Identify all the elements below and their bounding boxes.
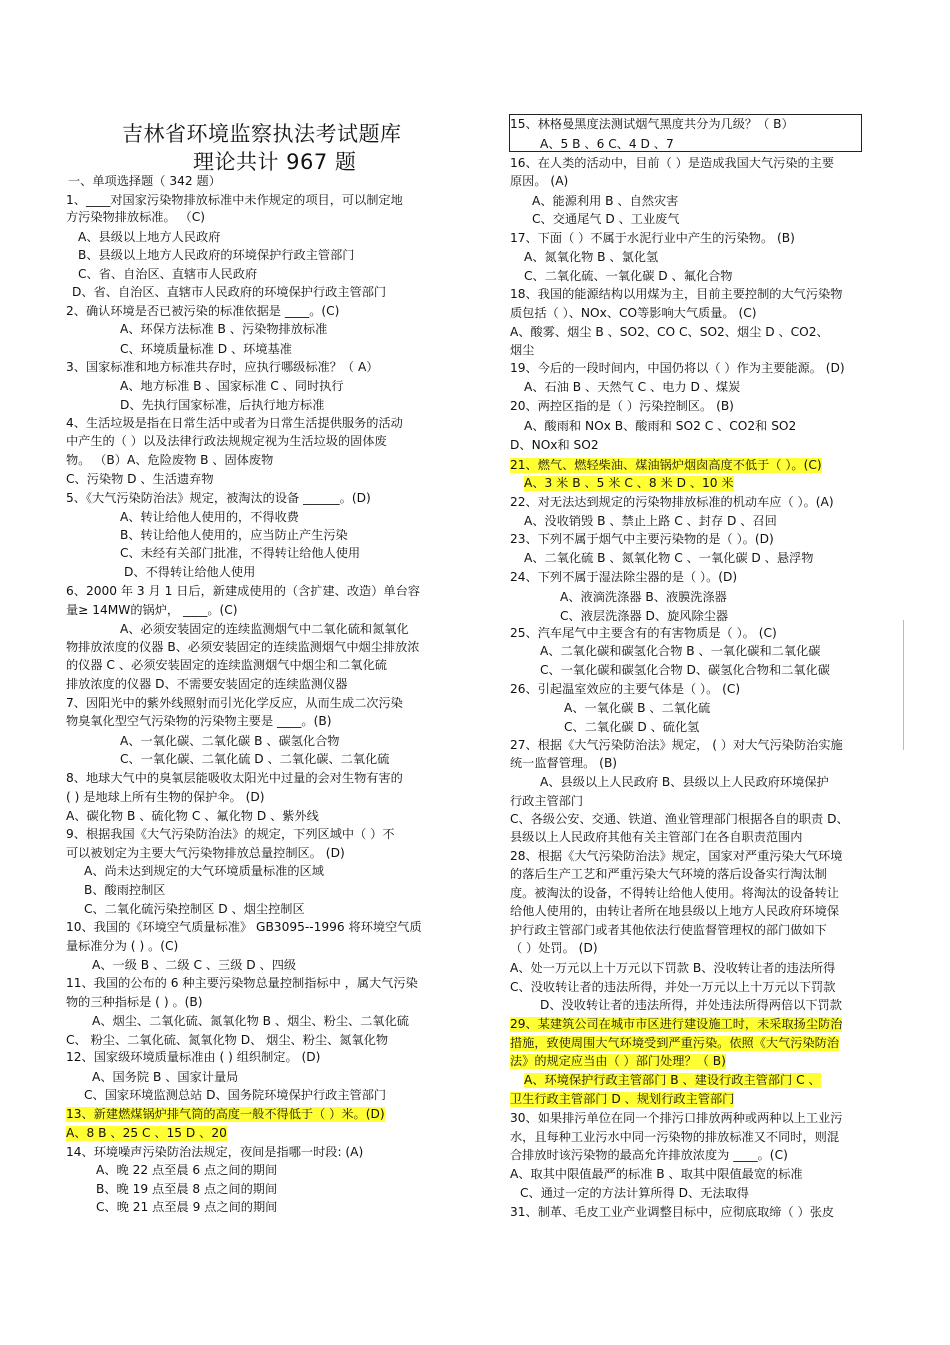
text-line: 统一监督管理。 (B) — [510, 756, 618, 770]
text-line: C、一氧化碳、二氧化硫 D 、二氧化碳、二氧化硫 — [120, 752, 390, 766]
text-line: 6、2000 年 3 月 1 日后，新建成使用的（含扩建、改造）单台容 — [66, 584, 420, 598]
text-line: 5、《大气污染防治法》规定，被淘汰的设备 ______。(D) — [66, 491, 371, 505]
text-line: B、县级以上地方人民政府的环境保护行政主管部门 — [78, 248, 355, 262]
text-line: A、酸雨和 NOx B、酸雨和 SO2 C 、CO2和 SO2 — [524, 419, 797, 433]
text-line: B、酸雨控制区 — [84, 883, 166, 897]
text-line: 23、下列不属于烟气中主要污染物的是（ ）。(D) — [510, 532, 774, 546]
text-line: A、石油 B 、天然气 C 、电力 D 、煤炭 — [524, 380, 741, 394]
text-line: 合排放时该污染物的最高允许排放浓度为 ____。(C) — [510, 1148, 788, 1162]
text-line: C、省、自治区、直辖市人民政府 — [78, 267, 258, 281]
text-line: A、液滴洗涤器 B、液膜洗涤器 — [560, 590, 727, 604]
text-line: A、氮氧化物 B 、氯化氢 — [524, 250, 659, 264]
text-line: 量标准分为 ( ) 。(C) — [66, 939, 179, 953]
text-line: A、地方标准 B 、国家标准 C 、同时执行 — [120, 379, 344, 393]
text-line: C、交通尾气 D 、工业废气 — [532, 212, 680, 226]
text-line: 法》的规定应当由（ ）部门处理？（ B) — [510, 1054, 726, 1068]
text-line: D、没收转让者的违法所得，并处违法所得两倍以下罚款 — [540, 998, 842, 1012]
margin-rule — [903, 620, 904, 750]
text-line: A、尚未达到规定的大气环境质量标准的区域 — [84, 864, 324, 878]
text-line: D、先执行国家标准，后执行地方标准 — [120, 398, 325, 412]
text-line: A、碳化物 B 、硫化物 C 、氟化物 D 、紫外线 — [66, 809, 319, 823]
text-line: 27、根据《大气污染防治法》规定， ( ）对大气污染防治实施 — [510, 738, 843, 752]
text-line: A、必须安装固定的连续监测烟气中二氧化硫和氮氧化 — [120, 622, 409, 636]
text-line: C、液层洗涤器 D、旋风除尘器 — [560, 609, 729, 623]
text-line: A、转让给他人使用的，不得收费 — [120, 510, 299, 524]
text-line: 中产生的（ ）以及法律行政法规规定视为生活垃圾的固体废 — [66, 434, 387, 448]
text-line: A、二氧化碳和碳氢化合物 B 、一氧化碳和二氧化碳 — [540, 644, 821, 658]
text-line: D、不得转让给他人使用 — [124, 565, 256, 579]
text-line: 方污染物排放标准。 （C) — [66, 210, 206, 224]
text-line: （ ）处罚。 (D) — [510, 941, 598, 955]
text-line: 13、新建燃煤锅炉排气筒的高度一般不得低于（ ）米。(D) — [66, 1107, 385, 1121]
text-line: 给他人使用的，由转让者所在地县级以上地方人民政府环境保 — [510, 904, 840, 918]
text-line: 21、燃气、燃轻柴油、煤油锅炉烟囱高度不低于（ ）。(C) — [510, 458, 822, 472]
text-line: ( ) 是地球上所有生物的保护伞。 (D) — [66, 790, 265, 804]
text-line: 11、我国的公布的 6 种主要污染物总量控制指标中 ，属大气污染 — [66, 976, 418, 990]
text-line: A、能源利用 B 、自然灾害 — [532, 194, 679, 208]
text-line: 措施，致使周围大气环境受到严重污染。依照《大气污染防治 — [510, 1036, 840, 1050]
text-line: A、酸雾、烟尘 B 、SO2、CO C、SO2、烟尘 D 、CO2、 — [510, 325, 829, 339]
text-line: 物排放浓度的仪器 B、必须安装固定的连续监测烟气中烟尘排放浓 — [66, 640, 420, 654]
text-line: 1、____对国家污染物排放标准中未作规定的项目，可以制定地 — [66, 193, 403, 207]
text-line: 的仪器 C 、必须安装固定的连续监测烟气中烟尘和二氧化硫 — [66, 658, 387, 672]
text-line: A、取其中限值最严的标准 B 、取其中限值最宽的标准 — [510, 1167, 803, 1181]
text-line: A、一氧化碳 B 、二氧化硫 — [564, 701, 711, 715]
page-subtitle: 理论共计 967 题 — [193, 150, 357, 174]
text-line: 烟尘 — [510, 343, 535, 357]
text-line: A、一级 B 、二级 C 、三级 D 、四级 — [92, 958, 297, 972]
text-line: 行政主管部门 — [510, 794, 584, 808]
text-line: 20、两控区指的是（ ）污染控制区。 (B) — [510, 399, 734, 413]
text-line: 一、单项选择题（ 342 题） — [68, 174, 221, 188]
text-line: C、各级公安、交通、铁道、渔业管理部门根据各自的职责 D、 — [510, 812, 849, 826]
text-line: A、没收销毁 B 、禁止上路 C 、封存 D 、召回 — [524, 514, 777, 528]
text-line: C、二氧化碳 D 、硫化氢 — [564, 720, 700, 734]
text-line: 2、确认环境是否已被污染的标准依据是 ____。(C) — [66, 304, 340, 318]
page-title: 吉林省环境监察执法考试题库 — [122, 122, 402, 146]
text-line: 排放浓度的仪器 D、不需要安装固定的连续监测仪器 — [66, 677, 348, 691]
text-line: B、转让给他人使用的，应当防止产生污染 — [120, 528, 348, 542]
text-line: 卫生行政主管部门 D 、规划行政主管部门 — [510, 1092, 735, 1106]
text-line: A、8 B 、25 C 、15 D 、20 — [66, 1126, 227, 1140]
text-line: 28、根据《大气污染防治法》规定，国家对严重污染大气环境 — [510, 849, 843, 863]
text-line: 30、如果排污单位在同一个排污口排放两种或两种以上工业污 — [510, 1111, 843, 1125]
text-line: A、县级以上人民政府 B、县级以上人民政府环境保护 — [540, 775, 829, 789]
text-line: A、环保方法标准 B 、污染物排放标准 — [120, 322, 328, 336]
text-line: 26、引起温室效应的主要气体是（ ）。 (C) — [510, 682, 741, 696]
text-line: A、二氧化硫 B 、氮氧化物 C 、一氧化碳 D 、悬浮物 — [524, 551, 814, 565]
text-line: C、通过一定的方法计算所得 D、无法取得 — [520, 1186, 749, 1200]
text-line: A、县级以上地方人民政府 — [78, 230, 221, 244]
text-line: 16、在人类的活动中，目前（ ）是造成我国大气污染的主要 — [510, 156, 835, 170]
text-line: A、晚 22 点至晨 6 点之间的期间 — [96, 1163, 278, 1177]
text-line: 水，且每种工业污水中同一污染物的排放标准又不同时，则混 — [510, 1130, 840, 1144]
text-line: C、 粉尘、二氧化硫、氮氧化物 D、 烟尘、粉尘、氮氧化物 — [66, 1033, 389, 1047]
text-line: A、3 米 B 、5 米 C 、8 米 D 、10 米 — [524, 476, 734, 490]
text-line: 14、环境噪声污染防治法规定，夜间是指哪一时段: (A) — [66, 1145, 364, 1159]
text-line: 22、对无法达到规定的污染物排放标准的机动车应（ ）。(A) — [510, 495, 834, 509]
text-line: 31、制革、毛皮工业产业调整目标中，应彻底取缔（ ）张皮 — [510, 1205, 835, 1219]
text-line: A、烟尘、二氧化硫、氮氧化物 B 、烟尘、粉尘、二氧化硫 — [92, 1014, 409, 1028]
text-line: 7、因阳光中的紫外线照射而引光化学反应，从而生成二次污染 — [66, 696, 403, 710]
text-line: 24、下列不属于湿法除尘器的是（ ）。(D) — [510, 570, 738, 584]
text-line: 15、林格曼黑度法测试烟气黑度共分为几级？（ B） — [510, 117, 794, 131]
text-line: 县级以上人民政府其他有关主管部门在各自职责范围内 — [510, 830, 803, 844]
text-line: 8、地球大气中的臭氧层能吸收太阳光中过量的会对生物有害的 — [66, 771, 403, 785]
text-line: 10、我国的《环境空气质量标准》 GB3095--1996 将环境空气质 — [66, 920, 422, 934]
text-line: B、晚 19 点至晨 8 点之间的期间 — [96, 1182, 278, 1196]
text-line: D、NOx和 SO2 — [510, 438, 599, 452]
text-line: 原因。 (A) — [510, 174, 569, 188]
text-line: 17、下面（ ）不属于水泥行业中产生的污染物。 (B) — [510, 231, 795, 245]
text-line: 量≥ 14MW的锅炉， ____。(C) — [66, 603, 238, 617]
text-line: 可以被划定为主要大气污染物排放总量控制区。 (D) — [66, 846, 345, 860]
text-line: 度。被淘汰的设备，不得转让给他人使用。将淘汰的设备转让 — [510, 886, 840, 900]
text-line: C、污染物 D 、生活遗弃物 — [66, 472, 214, 486]
text-line: 的落后生产工艺和严重污染大气环境的落后设备实行淘汰制 — [510, 867, 827, 881]
text-line: 18、我国的能源结构以用煤为主，目前主要控制的大气污染物 — [510, 287, 843, 301]
text-line: 物。 （B）A、危险废物 B 、固体废物 — [66, 453, 274, 467]
text-line: A、环境保护行政主管部门 B 、建设行政主管部门 C 、 — [524, 1073, 821, 1087]
text-line: C、环境质量标准 D 、环境基准 — [120, 342, 292, 356]
text-line: C、没收转让者的违法所得，并处一万元以上十万元以下罚款 — [510, 980, 836, 994]
text-line: C、一氧化碳和碳氢化合物 D、碳氢化合物和二氧化碳 — [540, 663, 830, 677]
text-line: A、处一万元以上十万元以下罚款 B、没收转让者的违法所得 — [510, 961, 836, 975]
text-line: 物的三种指标是 ( ) 。(B) — [66, 995, 203, 1009]
text-line: C、未经有关部门批准，不得转让给他人使用 — [120, 546, 361, 560]
text-line: 质包括（ ）、NOx、CO等影响大气质量。 (C) — [510, 306, 757, 320]
text-line: 9、根据我国《大气污染防治法》的规定，下列区域中（ ）不 — [66, 827, 395, 841]
text-line: 19、今后的一段时间内，中国仍将以（ ）作为主要能源。 (D) — [510, 361, 845, 375]
text-line: 护行政主管部门或者其他依法行使监督管理权的部门做如下 — [510, 923, 827, 937]
text-line: A、国务院 B 、国家计量局 — [92, 1070, 239, 1084]
text-line: C、二氧化硫污染控制区 D 、烟尘控制区 — [84, 902, 305, 916]
text-line: 4、生活垃圾是指在日常生活中或者为日常生活提供服务的活动 — [66, 416, 403, 430]
text-line: A、5 B 、6 C、4 D 、7 — [540, 137, 674, 151]
text-line: C、国家环境监测总站 D、国务院环境保护行政主管部门 — [84, 1088, 387, 1102]
text-line: 3、国家标准和地方标准共存时，应执行哪级标准？（ A） — [66, 360, 379, 374]
text-line: A、一氧化碳、二氧化碳 B 、碳氢化合物 — [120, 734, 340, 748]
text-line: D、省、自治区、直辖市人民政府的环境保护行政主管部门 — [72, 285, 387, 299]
text-line: C、二氧化硫、一氧化碳 D 、氟化合物 — [524, 269, 733, 283]
text-line: 12、国家级环境质量标准由 ( ) 组织制定。 (D) — [66, 1050, 321, 1064]
text-line: C、晚 21 点至晨 9 点之间的期间 — [96, 1200, 278, 1214]
text-line: 29、某建筑公司在城市市区进行建设施工时，未采取扬尘防治 — [510, 1017, 843, 1031]
text-line: 25、汽车尾气中主要含有的有害物质是（ ）。 (C) — [510, 626, 777, 640]
text-line: 物臭氧化型空气污染物的污染物主要是 ____。(B) — [66, 714, 332, 728]
